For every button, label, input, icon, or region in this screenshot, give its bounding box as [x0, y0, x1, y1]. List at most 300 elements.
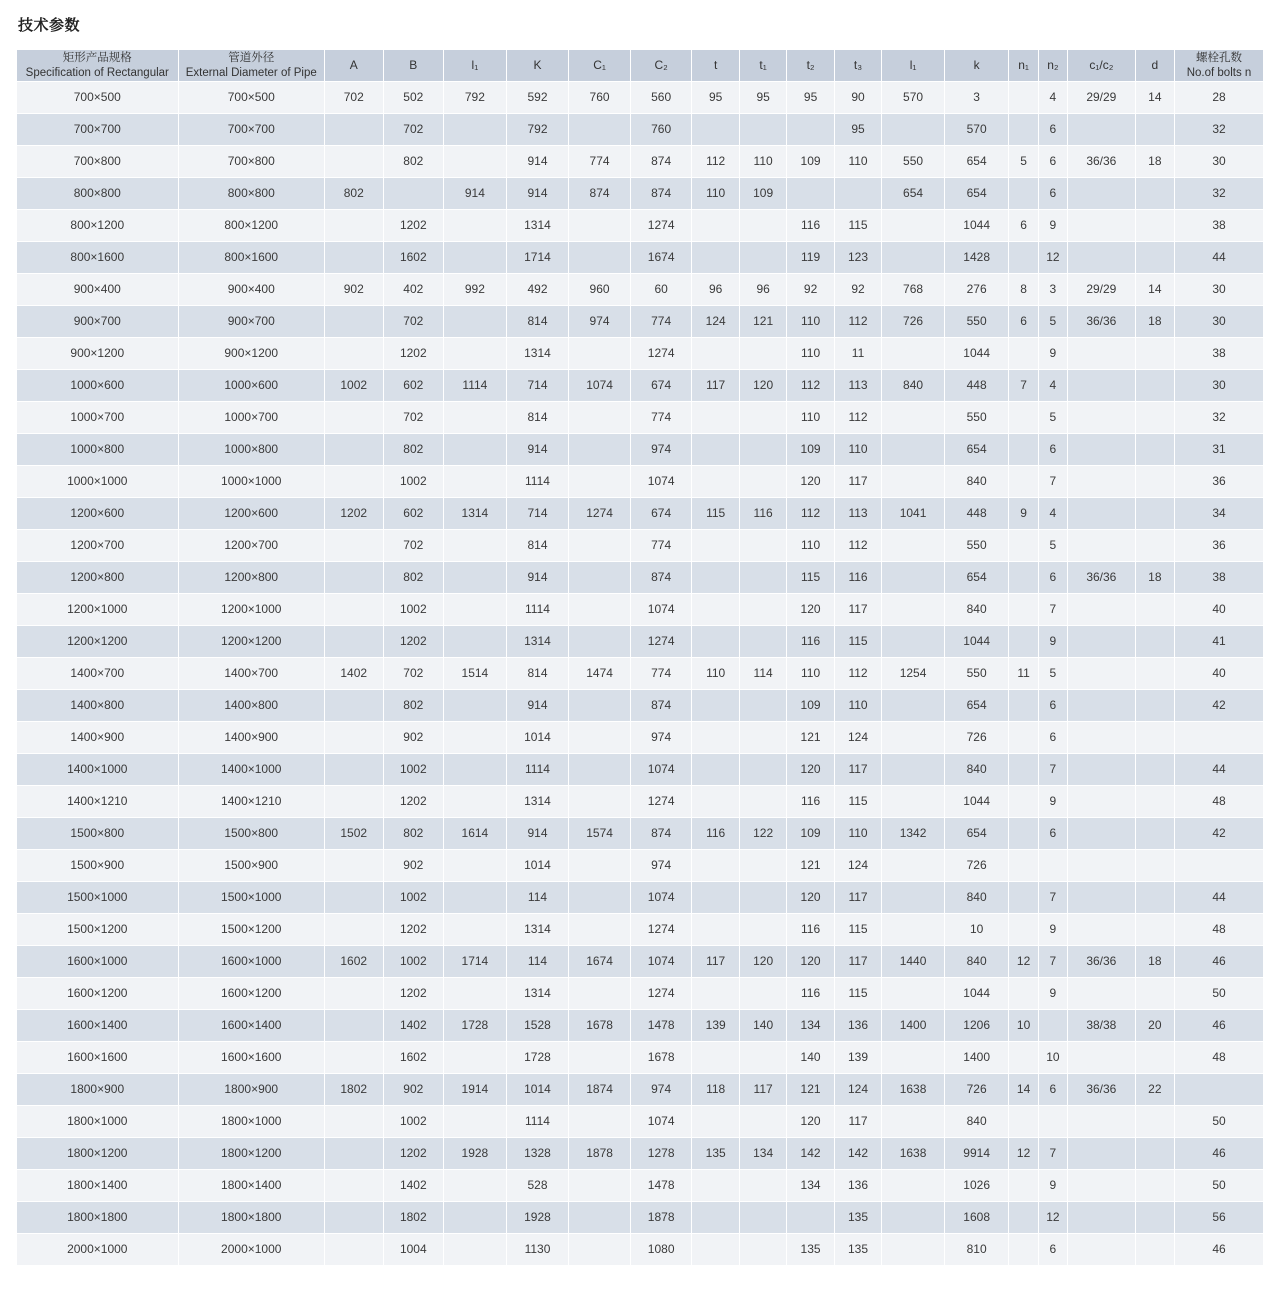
cell-spec: 900×700 [17, 306, 179, 338]
cell-k-upper: 592 [506, 82, 569, 114]
cell-bolts: 48 [1175, 1042, 1264, 1074]
cell-d [1135, 978, 1174, 1010]
cell-t2 [787, 114, 834, 146]
cell-t3: 117 [834, 754, 881, 786]
cell-n1 [1009, 338, 1038, 370]
cell-t3: 92 [834, 274, 881, 306]
cell-d [1135, 1202, 1174, 1234]
cell-c1c2 [1068, 658, 1136, 690]
cell-t2 [787, 1202, 834, 1234]
cell-n1: 9 [1009, 498, 1038, 530]
cell-d: 18 [1135, 562, 1174, 594]
cell-k-lower: 448 [944, 370, 1009, 402]
cell-b: 1202 [383, 914, 444, 946]
cell-k-upper: 914 [506, 434, 569, 466]
cell-t1 [739, 242, 786, 274]
cell-t3: 115 [834, 626, 881, 658]
cell-c1: 760 [569, 82, 631, 114]
cell-l1: 992 [444, 274, 507, 306]
cell-pipe: 1600×1000 [178, 946, 324, 978]
cell-l1-second [882, 1234, 945, 1266]
cell-d [1135, 754, 1174, 786]
cell-a: 1202 [324, 498, 383, 530]
cell-t [692, 1170, 739, 1202]
cell-l1 [444, 114, 507, 146]
cell-n1 [1009, 786, 1038, 818]
cell-a [324, 594, 383, 626]
cell-a [324, 466, 383, 498]
cell-l1-second [882, 690, 945, 722]
cell-c2: 774 [630, 658, 692, 690]
col-n1: n₁ [1009, 50, 1038, 82]
cell-t3: 136 [834, 1010, 881, 1042]
col-c1-c2: c₁/c₂ [1068, 50, 1136, 82]
cell-l1-second [882, 210, 945, 242]
table-body [17, 82, 1264, 1266]
cell-b: 602 [383, 370, 444, 402]
cell-bolts: 32 [1175, 178, 1264, 210]
cell-spec: 1200×1200 [17, 626, 179, 658]
cell-c2: 1274 [630, 914, 692, 946]
cell-a [324, 338, 383, 370]
cell-t: 115 [692, 498, 739, 530]
cell-c1: 960 [569, 274, 631, 306]
cell-spec: 700×700 [17, 114, 179, 146]
cell-t3: 113 [834, 498, 881, 530]
cell-b: 1202 [383, 210, 444, 242]
cell-c2: 874 [630, 818, 692, 850]
cell-pipe: 1200×800 [178, 562, 324, 594]
cell-c1c2 [1068, 370, 1136, 402]
cell-l1 [444, 1234, 507, 1266]
cell-k-upper: 914 [506, 690, 569, 722]
table-row [17, 1170, 1264, 1202]
cell-d [1135, 594, 1174, 626]
cell-n1 [1009, 978, 1038, 1010]
table-row [17, 210, 1264, 242]
cell-k-upper: 1314 [506, 914, 569, 946]
cell-k-lower: 654 [944, 562, 1009, 594]
cell-n2: 9 [1038, 786, 1067, 818]
cell-pipe: 1800×1400 [178, 1170, 324, 1202]
cell-bolts: 38 [1175, 338, 1264, 370]
cell-b: 1202 [383, 978, 444, 1010]
cell-k-lower: 840 [944, 754, 1009, 786]
cell-k-lower: 550 [944, 530, 1009, 562]
cell-c1c2 [1068, 786, 1136, 818]
cell-c2: 874 [630, 178, 692, 210]
cell-t1 [739, 594, 786, 626]
cell-a [324, 210, 383, 242]
cell-a [324, 690, 383, 722]
cell-c1c2 [1068, 434, 1136, 466]
cell-t [692, 690, 739, 722]
cell-a [324, 914, 383, 946]
table-row [17, 1010, 1264, 1042]
cell-n1: 14 [1009, 1074, 1038, 1106]
cell-t3: 123 [834, 242, 881, 274]
cell-l1-second [882, 978, 945, 1010]
cell-c2: 974 [630, 850, 692, 882]
cell-t2: 110 [787, 338, 834, 370]
table-row [17, 114, 1264, 146]
cell-k-lower: 276 [944, 274, 1009, 306]
cell-k-upper: 1314 [506, 978, 569, 1010]
cell-k-upper: 1014 [506, 850, 569, 882]
cell-spec: 2000×1000 [17, 1234, 179, 1266]
cell-d [1135, 338, 1174, 370]
table-row [17, 946, 1264, 978]
cell-k-lower: 1044 [944, 210, 1009, 242]
cell-pipe: 1600×1200 [178, 978, 324, 1010]
cell-t1 [739, 210, 786, 242]
cell-c1c2 [1068, 594, 1136, 626]
cell-pipe: 1500×1200 [178, 914, 324, 946]
table-row [17, 786, 1264, 818]
cell-t: 118 [692, 1074, 739, 1106]
cell-pipe: 1600×1400 [178, 1010, 324, 1042]
cell-pipe: 1400×1210 [178, 786, 324, 818]
cell-k-upper: 1314 [506, 210, 569, 242]
table-row [17, 1202, 1264, 1234]
cell-c1c2 [1068, 338, 1136, 370]
table-row [17, 338, 1264, 370]
cell-spec: 700×500 [17, 82, 179, 114]
cell-bolts [1175, 1074, 1264, 1106]
cell-t2: 115 [787, 562, 834, 594]
col-k-upper: K [506, 50, 569, 82]
cell-c1c2 [1068, 114, 1136, 146]
table-row [17, 850, 1264, 882]
cell-pipe: 800×1200 [178, 210, 324, 242]
cell-k-upper: 814 [506, 306, 569, 338]
cell-l1-second [882, 530, 945, 562]
cell-a [324, 114, 383, 146]
cell-t [692, 466, 739, 498]
cell-k-lower: 9914 [944, 1138, 1009, 1170]
cell-t [692, 594, 739, 626]
table-header [17, 50, 1264, 82]
cell-c1 [569, 850, 631, 882]
table-row [17, 306, 1264, 338]
cell-d [1135, 850, 1174, 882]
cell-c1 [569, 914, 631, 946]
cell-spec: 900×1200 [17, 338, 179, 370]
table-row [17, 498, 1264, 530]
cell-d [1135, 370, 1174, 402]
cell-n1 [1009, 114, 1038, 146]
cell-c1 [569, 1202, 631, 1234]
cell-t1 [739, 882, 786, 914]
cell-bolts: 30 [1175, 306, 1264, 338]
cell-n2: 7 [1038, 754, 1067, 786]
cell-c1: 874 [569, 178, 631, 210]
cell-l1-second [882, 1042, 945, 1074]
cell-n2: 6 [1038, 722, 1067, 754]
cell-t [692, 210, 739, 242]
cell-pipe: 700×800 [178, 146, 324, 178]
cell-n1: 6 [1009, 210, 1038, 242]
cell-c1 [569, 690, 631, 722]
cell-l1 [444, 626, 507, 658]
cell-n2: 6 [1038, 1074, 1067, 1106]
cell-l1 [444, 530, 507, 562]
cell-t1 [739, 530, 786, 562]
cell-n2: 12 [1038, 242, 1067, 274]
cell-bolts: 42 [1175, 818, 1264, 850]
cell-t3: 117 [834, 466, 881, 498]
cell-n1 [1009, 82, 1038, 114]
cell-c1c2: 36/36 [1068, 1074, 1136, 1106]
cell-c1c2 [1068, 402, 1136, 434]
cell-c1 [569, 1170, 631, 1202]
cell-t2: 116 [787, 626, 834, 658]
cell-spec: 1400×1000 [17, 754, 179, 786]
cell-k-lower: 1044 [944, 978, 1009, 1010]
cell-t1: 109 [739, 178, 786, 210]
table-row [17, 466, 1264, 498]
cell-d [1135, 1170, 1174, 1202]
cell-d [1135, 1138, 1174, 1170]
cell-bolts: 36 [1175, 466, 1264, 498]
cell-t3: 115 [834, 786, 881, 818]
cell-t3: 112 [834, 306, 881, 338]
cell-b: 702 [383, 306, 444, 338]
cell-spec: 1200×700 [17, 530, 179, 562]
cell-t3: 112 [834, 658, 881, 690]
cell-c1 [569, 594, 631, 626]
table-row [17, 1042, 1264, 1074]
cell-pipe: 1800×900 [178, 1074, 324, 1106]
cell-t3: 136 [834, 1170, 881, 1202]
cell-b: 702 [383, 402, 444, 434]
cell-c1c2 [1068, 498, 1136, 530]
table-row [17, 626, 1264, 658]
cell-l1 [444, 594, 507, 626]
cell-l1-second: 1254 [882, 658, 945, 690]
cell-t [692, 338, 739, 370]
cell-t3: 115 [834, 914, 881, 946]
cell-bolts: 28 [1175, 82, 1264, 114]
cell-a: 802 [324, 178, 383, 210]
cell-n1 [1009, 722, 1038, 754]
col-t1: t₁ [739, 50, 786, 82]
col-c2: C₂ [630, 50, 692, 82]
cell-n1 [1009, 1170, 1038, 1202]
cell-bolts: 46 [1175, 1010, 1264, 1042]
cell-a [324, 1010, 383, 1042]
cell-b: 902 [383, 1074, 444, 1106]
cell-c2: 774 [630, 306, 692, 338]
cell-k-upper: 1314 [506, 786, 569, 818]
cell-t3: 110 [834, 434, 881, 466]
cell-k-lower: 550 [944, 306, 1009, 338]
cell-c2: 60 [630, 274, 692, 306]
cell-c1 [569, 1234, 631, 1266]
cell-n2: 6 [1038, 178, 1067, 210]
cell-b: 1202 [383, 1138, 444, 1170]
cell-c1 [569, 1106, 631, 1138]
cell-pipe: 700×700 [178, 114, 324, 146]
cell-bolts: 41 [1175, 626, 1264, 658]
cell-t [692, 978, 739, 1010]
cell-l1-second: 1400 [882, 1010, 945, 1042]
cell-pipe: 1200×700 [178, 530, 324, 562]
cell-l1-second [882, 786, 945, 818]
cell-t1 [739, 1170, 786, 1202]
cell-t3: 113 [834, 370, 881, 402]
cell-c1c2 [1068, 818, 1136, 850]
cell-t2: 120 [787, 754, 834, 786]
cell-c2: 674 [630, 370, 692, 402]
cell-k-upper: 1114 [506, 754, 569, 786]
cell-k-upper: 1114 [506, 1106, 569, 1138]
cell-l1-second [882, 626, 945, 658]
cell-d [1135, 530, 1174, 562]
cell-t1 [739, 722, 786, 754]
cell-l1-second [882, 1202, 945, 1234]
cell-b: 1202 [383, 786, 444, 818]
cell-n2: 6 [1038, 1234, 1067, 1266]
cell-n1 [1009, 178, 1038, 210]
col-t: t [692, 50, 739, 82]
cell-n1: 6 [1009, 306, 1038, 338]
cell-bolts: 38 [1175, 210, 1264, 242]
cell-b: 1202 [383, 626, 444, 658]
cell-l1: 1514 [444, 658, 507, 690]
cell-t [692, 882, 739, 914]
cell-c1c2 [1068, 466, 1136, 498]
cell-bolts: 56 [1175, 1202, 1264, 1234]
cell-k-lower: 570 [944, 114, 1009, 146]
cell-n2: 9 [1038, 978, 1067, 1010]
cell-t [692, 850, 739, 882]
cell-k-lower: 550 [944, 402, 1009, 434]
cell-l1 [444, 306, 507, 338]
cell-bolts: 44 [1175, 882, 1264, 914]
cell-t1 [739, 1106, 786, 1138]
cell-c2: 774 [630, 402, 692, 434]
cell-a [324, 1042, 383, 1074]
cell-pipe: 1200×1000 [178, 594, 324, 626]
cell-b: 1002 [383, 1106, 444, 1138]
cell-k-lower: 654 [944, 146, 1009, 178]
cell-pipe: 1800×1200 [178, 1138, 324, 1170]
cell-b: 802 [383, 818, 444, 850]
cell-n2: 6 [1038, 114, 1067, 146]
cell-spec: 1400×800 [17, 690, 179, 722]
cell-spec: 800×800 [17, 178, 179, 210]
col-l1: l₁ [444, 50, 507, 82]
cell-t2: 142 [787, 1138, 834, 1170]
cell-t [692, 530, 739, 562]
cell-c1 [569, 626, 631, 658]
cell-b: 1002 [383, 594, 444, 626]
cell-l1-second [882, 914, 945, 946]
cell-c2: 760 [630, 114, 692, 146]
cell-k-upper: 814 [506, 658, 569, 690]
cell-b [383, 178, 444, 210]
cell-l1 [444, 914, 507, 946]
cell-n1 [1009, 850, 1038, 882]
cell-c1: 774 [569, 146, 631, 178]
cell-c1 [569, 434, 631, 466]
cell-c2: 1074 [630, 754, 692, 786]
cell-c1c2 [1068, 530, 1136, 562]
cell-c2: 1878 [630, 1202, 692, 1234]
cell-pipe: 900×1200 [178, 338, 324, 370]
cell-t1 [739, 786, 786, 818]
cell-t2: 134 [787, 1010, 834, 1042]
cell-b: 1002 [383, 882, 444, 914]
col-k-lower: k [944, 50, 1009, 82]
cell-t2: 110 [787, 402, 834, 434]
cell-n2: 7 [1038, 946, 1067, 978]
cell-k-lower: 840 [944, 594, 1009, 626]
cell-l1: 1314 [444, 498, 507, 530]
cell-n1 [1009, 914, 1038, 946]
cell-t [692, 1202, 739, 1234]
cell-t2: 116 [787, 978, 834, 1010]
cell-k-lower: 654 [944, 178, 1009, 210]
cell-b: 1602 [383, 1042, 444, 1074]
cell-l1 [444, 690, 507, 722]
cell-b: 1002 [383, 946, 444, 978]
cell-t1 [739, 402, 786, 434]
cell-bolts: 44 [1175, 242, 1264, 274]
col-spec-rectangular-en: Specification of Rectangular [25, 66, 169, 79]
cell-a: 702 [324, 82, 383, 114]
cell-t [692, 754, 739, 786]
cell-l1-second [882, 850, 945, 882]
cell-c2: 1274 [630, 978, 692, 1010]
cell-t3: 110 [834, 818, 881, 850]
cell-c2: 874 [630, 690, 692, 722]
cell-n2 [1038, 850, 1067, 882]
cell-t2: 109 [787, 434, 834, 466]
cell-t2: 116 [787, 210, 834, 242]
table-row [17, 434, 1264, 466]
cell-pipe: 1400×900 [178, 722, 324, 754]
cell-c2: 974 [630, 1074, 692, 1106]
cell-t: 117 [692, 946, 739, 978]
cell-t [692, 1234, 739, 1266]
cell-t: 139 [692, 1010, 739, 1042]
cell-spec: 1800×1200 [17, 1138, 179, 1170]
cell-k-upper: 714 [506, 498, 569, 530]
cell-d [1135, 210, 1174, 242]
cell-k-upper: 1328 [506, 1138, 569, 1170]
cell-t2: 134 [787, 1170, 834, 1202]
cell-d [1135, 914, 1174, 946]
cell-k-upper: 914 [506, 818, 569, 850]
cell-c1 [569, 466, 631, 498]
cell-d [1135, 658, 1174, 690]
cell-a: 1602 [324, 946, 383, 978]
cell-c1c2: 36/36 [1068, 946, 1136, 978]
cell-pipe: 1000×1000 [178, 466, 324, 498]
cell-k-lower: 810 [944, 1234, 1009, 1266]
cell-a: 1402 [324, 658, 383, 690]
cell-t3: 124 [834, 850, 881, 882]
cell-l1: 1928 [444, 1138, 507, 1170]
cell-t1: 116 [739, 498, 786, 530]
cell-spec: 1400×1210 [17, 786, 179, 818]
cell-spec: 1600×1400 [17, 1010, 179, 1042]
cell-t2: 112 [787, 498, 834, 530]
cell-t1 [739, 114, 786, 146]
cell-t3: 116 [834, 562, 881, 594]
